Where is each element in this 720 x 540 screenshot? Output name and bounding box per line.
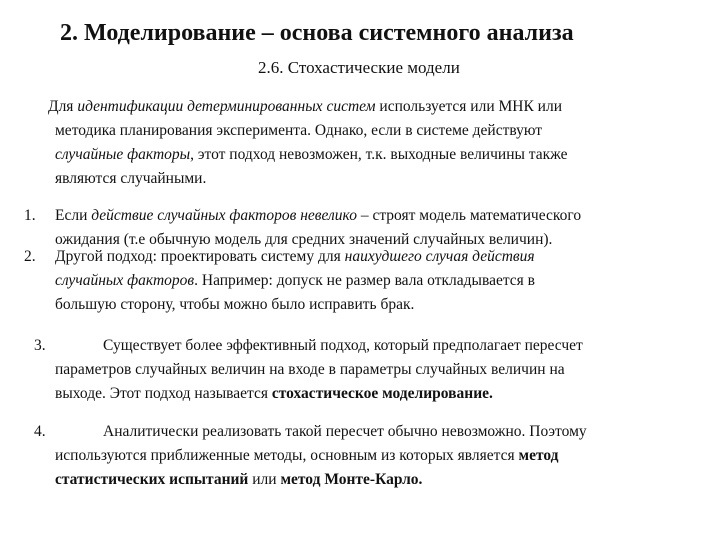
list-item-line: большую сторону, чтобы можно было исправить брак. (55, 296, 415, 313)
intro-paragraph (34, 95, 684, 191)
item-emphasis: действие случайных факторов невелико (91, 207, 357, 224)
list-item-line (55, 245, 694, 269)
section-subtitle: 2.6. Стохастические модели (258, 58, 460, 77)
item-bold: статистических испытаний (55, 471, 249, 488)
item-bold: стохастическое моделирование. (271, 385, 493, 402)
item-emphasis: наихудшего случая действия (344, 248, 535, 265)
list-item-line (55, 204, 694, 228)
list-item-line: ожидания (т.е обычную модель для средних значений случайных величин). (55, 231, 553, 248)
item-text: или (248, 471, 281, 488)
item-emphasis: случайных факторов (55, 272, 195, 289)
item-text: – строят модель математического (356, 207, 582, 224)
item-text: . Например: допуск не размер вала откладывается в (194, 272, 535, 289)
list-item-line: Существует более эффективный подход, который предполагает пересчет (103, 337, 583, 354)
list-item-line (55, 444, 694, 468)
intro-line-1 (34, 95, 684, 119)
list-item-line (55, 269, 694, 293)
list-number: 3. (34, 337, 46, 354)
list-item-line: параметров случайных величин на входе в параметры случайных величин на (55, 361, 565, 378)
list-item-line (55, 468, 694, 492)
intro-line-2: методика планирования эксперимента. Однако, если в системе действуют (55, 122, 543, 139)
list-item-line (55, 382, 694, 406)
item-text: выходе. Этот подход называется (55, 385, 272, 402)
intro-line-3 (34, 143, 684, 167)
intro-emphasis: случайные факторы (55, 146, 191, 163)
item-bold: метод Монте-Карло. (280, 471, 423, 488)
intro-text: используется или МНК или (375, 98, 563, 115)
item-text: Если (55, 207, 92, 224)
intro-text: Для (48, 98, 78, 115)
list-item-4 (34, 420, 694, 492)
intro-text: , этот подход невозможен, т.к. выходные величины также (190, 146, 568, 163)
list-number: 1. (24, 207, 36, 224)
intro-emphasis: идентификации детерминированных систем (77, 98, 376, 115)
list-item-2 (24, 245, 694, 317)
list-number: 2. (24, 248, 36, 265)
item-text: используются приближенные методы, основным из которых является (55, 447, 519, 464)
item-bold: метод (518, 447, 559, 464)
list-number: 4. (34, 423, 46, 440)
page-title: 2. Моделирование – основа системного анализа (60, 20, 574, 46)
list-item-3 (34, 334, 694, 406)
intro-line-4: являются случайными. (55, 170, 207, 187)
list-item-line: Аналитически реализовать такой пересчет обычно невозможно. Поэтому (103, 423, 587, 440)
item-text: Другой подход: проектировать систему для (55, 248, 345, 265)
